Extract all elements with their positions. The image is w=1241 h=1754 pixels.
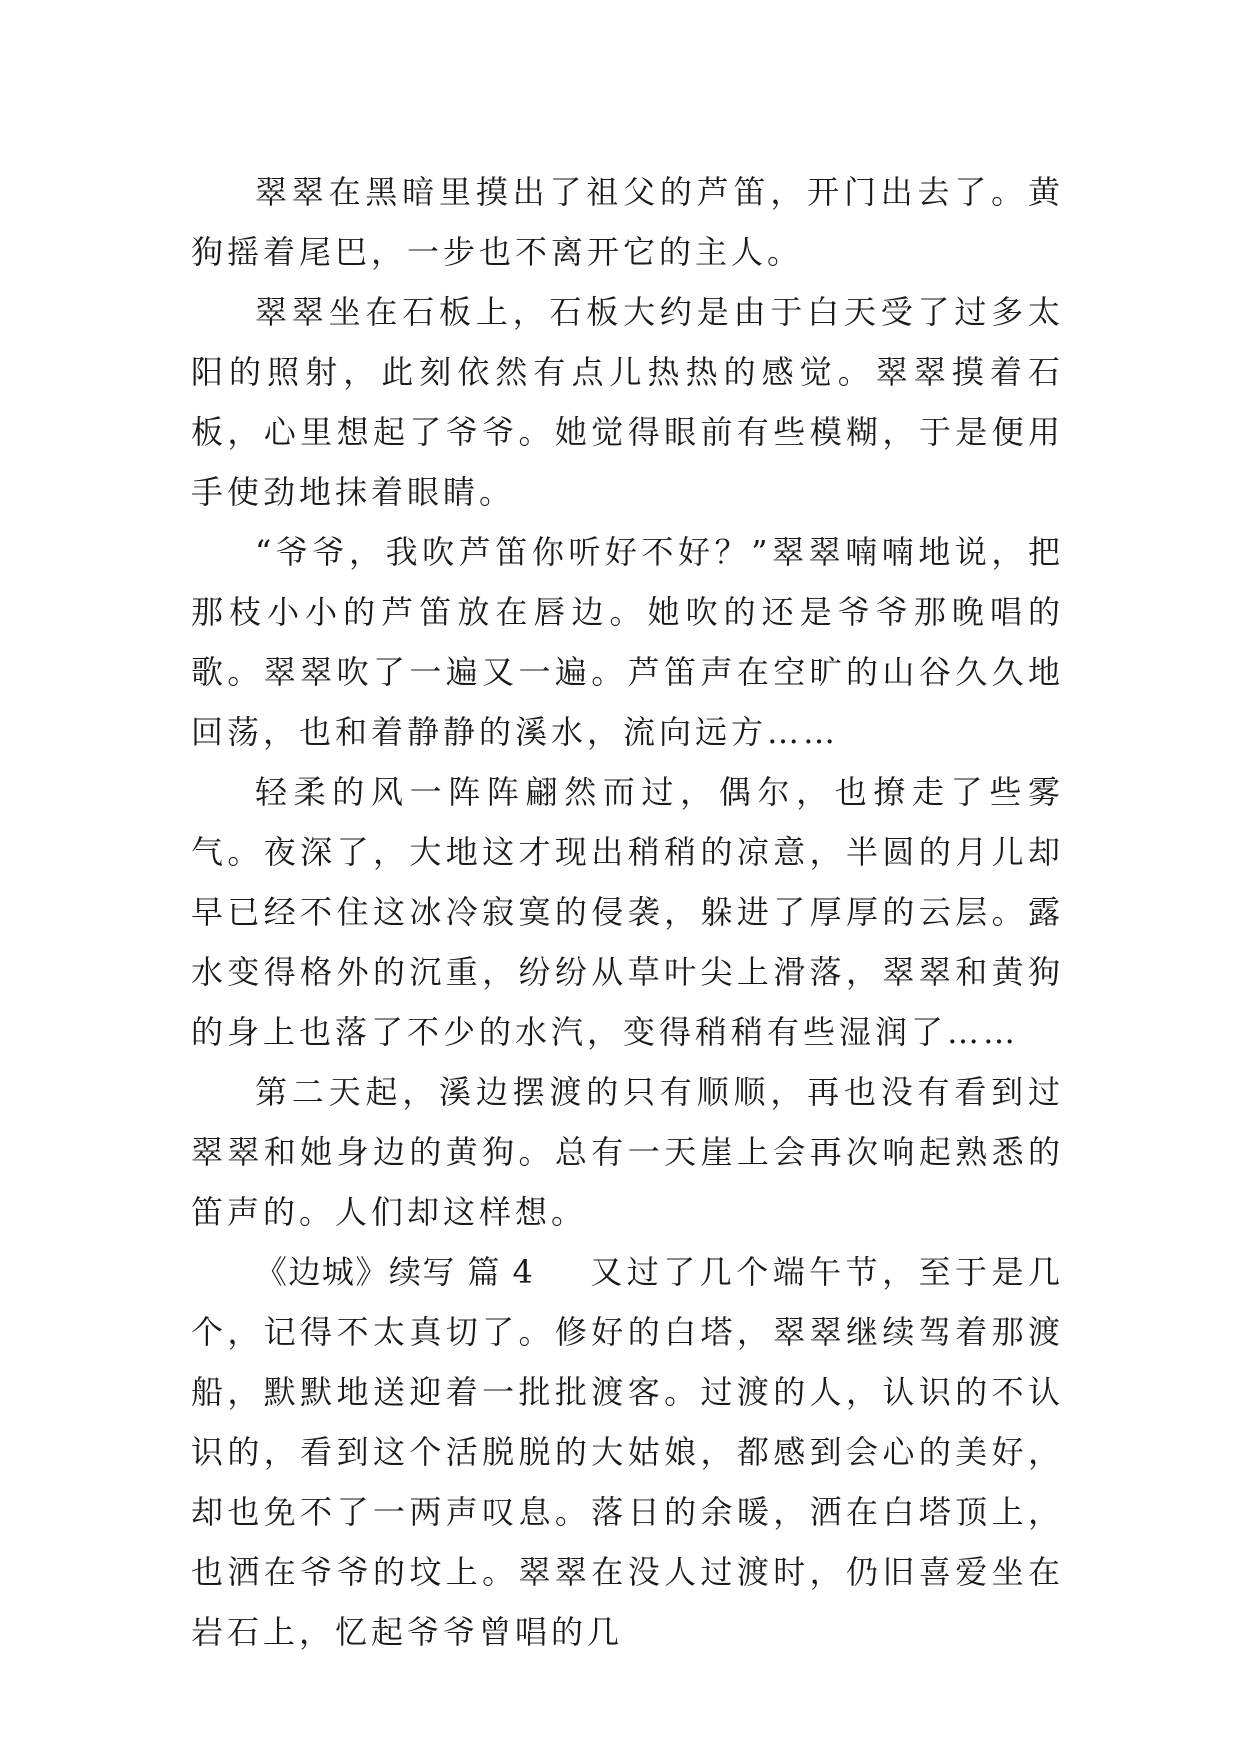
- section-heading: 《边城》续写 篇 4: [255, 1253, 534, 1291]
- paragraph-4: 轻柔的风一阵阵翩然而过，偶尔，也撩走了些雾气。夜深了，大地这才现出稍稍的凉意，半圆的月儿却早已经不住这冰冷寂寞的侵袭，躲进了厚厚的云层。露水变得格外的沉重，纷纷从草叶尖上滑落，翠翠和黄狗的身上也落了不少的水汽，变得稍稍有些湿润了……: [191, 773, 1064, 1051]
- paragraph-2: 翠翠坐在石板上，石板大约是由于白天受了过多太阳的照射，此刻依然有点儿热热的感觉。翠翠摸着石板，心里想起了爷爷。她觉得眼前有些模糊，于是便用手使劲地抹着眼睛。: [191, 293, 1064, 511]
- section-text: 又过了几个端午节，至于是几个，记得不太真切了。修好的白塔，翠翠继续驾着那渡船，默默地送迎着一批批渡客。过渡的人，认识的不认识的，看到这个活脱脱的大姑娘，都感到会心的美好，却也免不了一两声叹息。落日的余暖，洒在白塔顶上，也洒在爷爷的坟上。翠翠在没人过渡时，仍旧喜爱坐在岩石上，忆起爷爷曾唱的几: [191, 1253, 1064, 1651]
- paragraph-1: 翠翠在黑暗里摸出了祖父的芦笛，开门出去了。黄狗摇着尾巴，一步也不离开它的主人。: [191, 173, 1064, 271]
- section-paragraph: [191, 1242, 1064, 1662]
- paragraph-3: “爷爷，我吹芦笛你听好不好？”翠翠喃喃地说，把那枝小小的芦笛放在唇边。她吹的还是爷爷那晚唱的歌。翠翠吹了一遍又一遍。芦笛声在空旷的山谷久久地回荡，也和着静静的溪水，流向远方……: [191, 533, 1064, 751]
- paragraph-5: 第二天起，溪边摆渡的只有顺顺，再也没有看到过翠翠和她身边的黄狗。总有一天崖上会再次响起熟悉的笛声的。人们却这样想。: [191, 1073, 1064, 1231]
- article-body: [191, 162, 1064, 1662]
